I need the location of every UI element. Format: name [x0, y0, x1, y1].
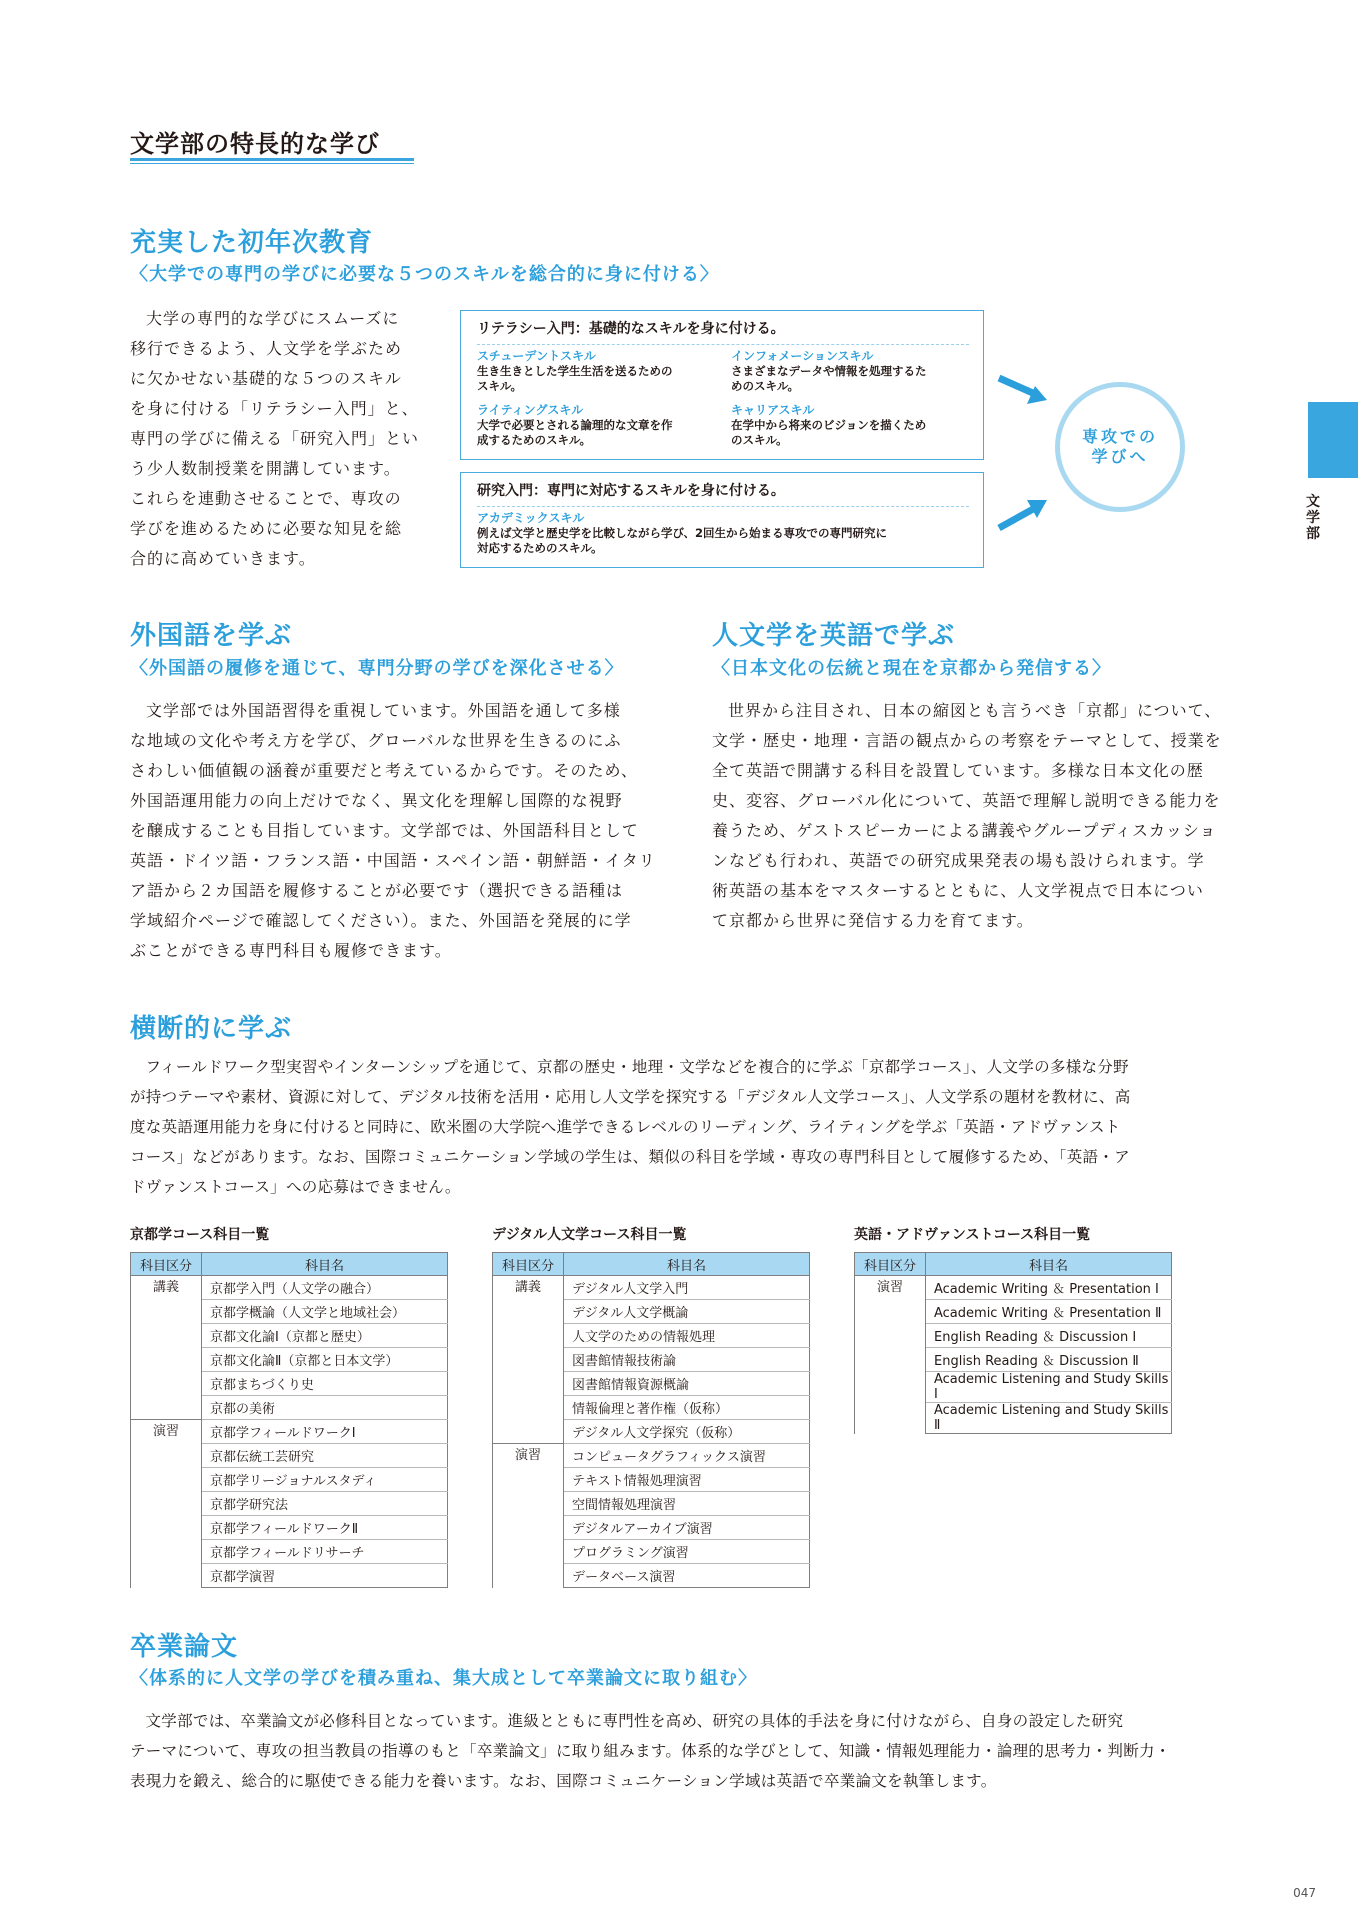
- first-year-subtitle: 〈大学での専門の学びに必要な５つのスキルを総合的に身に付ける〉: [130, 264, 719, 285]
- literacy-box-title: リテラシー入門：基礎的なスキルを身に付ける。: [477, 321, 785, 337]
- table-row: [855, 1276, 1172, 1300]
- body-line: 文学・歴史・地理・言語の観点からの考察をテーマとして、授業を: [712, 731, 1222, 750]
- subject-cell: 図書館情報技術論: [564, 1348, 810, 1372]
- foreign-title: 外国語を学ぶ: [130, 621, 293, 651]
- body-line: テーマについて、専攻の担当教員の指導のもと「卒業論文」に取り組みます。体系的な学びとして、知識・情報処理能力・論理的思考力・判断力・: [130, 1742, 1171, 1760]
- english-body: [712, 696, 1232, 936]
- subject-cell: 京都学フィールドワークⅠ: [202, 1420, 448, 1444]
- cross-body: [130, 1052, 1238, 1202]
- skill-academic: [477, 509, 977, 556]
- subject-cell: 空間情報処理演習: [564, 1492, 810, 1516]
- english-title: 人文学を英語で学ぶ: [712, 621, 956, 651]
- skill-desc: 成するためのスキル。: [477, 433, 591, 447]
- subject-cell: 京都文化論Ⅰ（京都と歴史）: [202, 1324, 448, 1348]
- subject-cell: 京都文化論Ⅱ（京都と日本文学）: [202, 1348, 448, 1372]
- body-line: 学域紹介ページで確認してください）。また、外国語を発展的に学: [130, 911, 632, 930]
- col-subject-header: 科目名: [202, 1253, 448, 1276]
- kyoto-table-title: 京都学コース科目一覧: [130, 1227, 270, 1243]
- body-line: な地域の文化や考え方を学び、グローバルな世界を生きるのにふ: [130, 731, 622, 750]
- body-line: コース」などがあります。なお、国際コミュニケーション学域の学生は、類似の科目を学域・専攻の専門科目として履修するため、「英語・ア: [130, 1148, 1130, 1166]
- subject-cell: デジタルアーカイブ演習: [564, 1516, 810, 1540]
- body-line: 文学部では、卒業論文が必修科目となっています。進級とともに専門性を高め、研究の具体的手法を身に付けながら、自身の設定した研究: [145, 1712, 1124, 1730]
- skill-information: [731, 347, 971, 394]
- circle-line: 学びへ: [1091, 447, 1149, 466]
- body-line: さわしい価値観の涵養が重要だと考えているからです。そのため、: [130, 761, 638, 780]
- col-category-header: 科目区分: [131, 1253, 202, 1276]
- body-line: 移行できるよう、人文学を学ぶため: [130, 339, 403, 358]
- body-line: が持つテーマや素材、資源に対して、デジタル技術を活用・応用し人文学を探究する「デジタル人文学コース」、人文学系の題材を教材に、高: [130, 1088, 1131, 1106]
- skill-desc: さまざまなデータや情報を処理するた: [731, 364, 927, 378]
- research-box: [460, 472, 984, 568]
- body-line: 学びを進めるために必要な知見を総: [130, 519, 403, 538]
- subject-cell: データベース演習: [564, 1564, 810, 1588]
- body-line: 世界から注目され、日本の縮図とも言うべき「京都」について、: [728, 701, 1222, 720]
- literacy-box: [460, 310, 984, 460]
- english-subtitle: 〈日本文化の伝統と現在を京都から発信する〉: [712, 658, 1111, 679]
- subject-cell: English Reading ＆ Discussion Ⅱ: [926, 1348, 1172, 1372]
- body-line: 術英語の基本をマスターするとともに、人文学視点で日本につい: [712, 881, 1204, 900]
- category-cell: 講義: [493, 1276, 564, 1444]
- table-row: [131, 1276, 448, 1300]
- subject-cell: デジタル人文学探究（仮称）: [564, 1420, 810, 1444]
- body-line: ンなども行われ、英語での研究成果発表の場も設けられます。学: [712, 851, 1205, 870]
- body-line: フィールドワーク型実習やインターンシップを通じて、京都の歴史・地理・文学などを複合的に学ぶ「京都学コース」、人文学の多様な分野: [145, 1058, 1129, 1076]
- skill-desc: 大学で必要とされる論理的な文章を作: [477, 418, 673, 432]
- table-row: [493, 1444, 810, 1468]
- skill-desc: スキル。: [477, 379, 522, 393]
- category-cell: 演習: [855, 1276, 926, 1434]
- body-line: 表現力を鍛え、総合的に駆使できる能力を養います。なお、国際コミュニケーション学域は英語で卒業論文を執筆します。: [130, 1772, 997, 1790]
- subject-cell: 京都伝統工芸研究: [202, 1444, 448, 1468]
- first-year-title: 充実した初年次教育: [130, 228, 374, 258]
- body-line: を醸成することも目指しています。文学部では、外国語科目として: [130, 821, 639, 840]
- subject-cell: 京都学フィールドワークⅡ: [202, 1516, 448, 1540]
- research-box-title: 研究入門：専門に対応するスキルを身に付ける。: [477, 483, 785, 499]
- skill-name: インフォメーションスキル: [731, 349, 874, 363]
- body-line: 専門の学びに備える「研究入門」とい: [130, 429, 420, 448]
- major-study-circle: [1055, 382, 1185, 512]
- skill-desc: 生き生きとした学生生活を送るための: [477, 364, 673, 378]
- subject-cell: コンピュータグラフィックス演習: [564, 1444, 810, 1468]
- body-line: ぶことができる専門科目も履修できます。: [130, 941, 452, 960]
- body-line: ドヴァンストコース」への応募はできません。: [130, 1178, 461, 1196]
- circle-line: 専攻での: [1081, 427, 1158, 446]
- arrow-down-right-icon: [995, 370, 1055, 410]
- subject-cell: プログラミング演習: [564, 1540, 810, 1564]
- skill-name: キャリアスキル: [731, 403, 815, 417]
- body-line: に欠かせない基礎的な５つのスキル: [130, 369, 402, 388]
- subject-cell: Academic Writing ＆ Presentation Ⅱ: [926, 1300, 1172, 1324]
- skill-career: [731, 401, 971, 448]
- body-line: 合的に高めていきます。: [130, 549, 316, 568]
- subject-cell: 京都学フィールドリサーチ: [202, 1540, 448, 1564]
- table-header-row: [855, 1253, 1172, 1276]
- body-line: 英語・ドイツ語・フランス語・中国語・スペイン語・朝鮮語・イタリ: [130, 851, 656, 870]
- body-line: う少人数制授業を開講しています。: [130, 459, 401, 478]
- side-tab: [1308, 402, 1358, 478]
- body-line: 養うため、ゲストスピーカーによる講義やグループディスカッショ: [712, 821, 1217, 840]
- body-line: て京都から世界に発信する力を育てます。: [712, 911, 1034, 930]
- thesis-title: 卒業論文: [130, 1632, 239, 1662]
- subject-cell: 京都学概論（人文学と地域社会）: [202, 1300, 448, 1324]
- skill-desc: 在学中から将来のビジョンを描くため: [731, 418, 927, 432]
- col-subject-header: 科目名: [926, 1253, 1172, 1276]
- subject-cell: 京都学入門（人文学の融合）: [202, 1276, 448, 1300]
- side-label: 文学部: [1306, 494, 1320, 542]
- first-year-body: [130, 304, 430, 574]
- skill-desc: 対応するためのスキル。: [477, 541, 603, 555]
- digital-course-table: [492, 1252, 810, 1588]
- subject-cell: デジタル人文学入門: [564, 1276, 810, 1300]
- body-line: これらを連動させることで、専攻の: [130, 489, 402, 508]
- thesis-body: [130, 1706, 1238, 1796]
- heading-underline: [130, 158, 414, 161]
- foreign-subtitle: 〈外国語の履修を通じて、専門分野の学びを深化させる〉: [130, 658, 624, 679]
- divider: [477, 344, 969, 345]
- category-cell: 演習: [131, 1420, 202, 1588]
- table-row: [131, 1420, 448, 1444]
- body-line: 度な英語運用能力を身に付けると同時に、欧米圏の大学院へ進学できるレベルのリーディング、ライティングを学ぶ「英語・アドヴァンスト: [130, 1118, 1121, 1136]
- subject-cell: テキスト情報処理演習: [564, 1468, 810, 1492]
- category-cell: 演習: [493, 1444, 564, 1588]
- advanced-table-title: 英語・アドヴァンストコース科目一覧: [854, 1227, 1091, 1243]
- body-line: 外国語運用能力の向上だけでなく、異文化を理解し国際的な視野: [130, 791, 623, 810]
- body-line: 全て英語で開講する科目を設置しています。多様な日本文化の歴: [712, 761, 1204, 780]
- body-line: 大学の専門的な学びにスムーズに: [146, 309, 400, 328]
- subject-cell: 人文学のための情報処理: [564, 1324, 810, 1348]
- table-header-row: [493, 1253, 810, 1276]
- body-line: 史、変容、グローバル化について、英語で理解し説明できる能力を: [712, 791, 1221, 810]
- skill-student: [477, 347, 717, 394]
- subject-cell: デジタル人文学概論: [564, 1300, 810, 1324]
- thesis-subtitle: 〈体系的に人文学の学びを積み重ね、集大成として卒業論文に取り組む〉: [130, 1668, 757, 1689]
- subject-cell: 京都まちづくり史: [202, 1372, 448, 1396]
- skill-desc: めのスキル。: [731, 379, 799, 393]
- body-line: を身に付ける「リテラシー入門」と、: [130, 399, 419, 418]
- subject-cell: Academic Writing ＆ Presentation Ⅰ: [926, 1276, 1172, 1300]
- skill-name: スチューデントスキル: [477, 349, 596, 363]
- subject-cell: 図書館情報資源概論: [564, 1372, 810, 1396]
- skill-name: ライティングスキル: [477, 403, 584, 417]
- table-row: [493, 1276, 810, 1300]
- skill-desc: 例えば文学と歴史学を比較しながら学び、2回生から始まる専攻での専門研究に: [477, 526, 888, 540]
- heading-underline-thin: [130, 163, 414, 164]
- subject-cell: 京都学演習: [202, 1564, 448, 1588]
- table-header-row: [131, 1253, 448, 1276]
- skill-name: アカデミックスキル: [477, 511, 585, 525]
- subject-cell: 京都学研究法: [202, 1492, 448, 1516]
- subject-cell: 京都の美術: [202, 1396, 448, 1420]
- cross-title: 横断的に学ぶ: [130, 1014, 293, 1044]
- arrow-up-right-icon: [995, 490, 1055, 535]
- col-category-header: 科目区分: [855, 1253, 926, 1276]
- col-category-header: 科目区分: [493, 1253, 564, 1276]
- subject-cell: Academic Listening and Study Skills Ⅱ: [926, 1403, 1172, 1434]
- digital-table-title: デジタル人文学コース科目一覧: [492, 1227, 687, 1243]
- advanced-course-table: [854, 1252, 1172, 1434]
- skill-writing: [477, 401, 717, 448]
- subject-cell: Academic Listening and Study Skills Ⅰ: [926, 1372, 1172, 1403]
- category-cell: 講義: [131, 1276, 202, 1420]
- subject-cell: 情報倫理と著作権（仮称）: [564, 1396, 810, 1420]
- page-number: 047: [1293, 1886, 1316, 1900]
- body-line: ア語から２カ国語を履修することが必要です（選択できる語種は: [130, 881, 624, 900]
- page-heading: 文学部の特長的な学び: [130, 130, 380, 158]
- kyoto-course-table: [130, 1252, 448, 1588]
- foreign-body: [130, 696, 660, 966]
- body-line: 文学部では外国語習得を重視しています。外国語を通して多様: [146, 701, 621, 720]
- col-subject-header: 科目名: [564, 1253, 810, 1276]
- subject-cell: English Reading ＆ Discussion Ⅰ: [926, 1324, 1172, 1348]
- divider: [477, 506, 969, 507]
- skill-desc: のスキル。: [731, 433, 788, 447]
- subject-cell: 京都学リージョナルスタディ: [202, 1468, 448, 1492]
